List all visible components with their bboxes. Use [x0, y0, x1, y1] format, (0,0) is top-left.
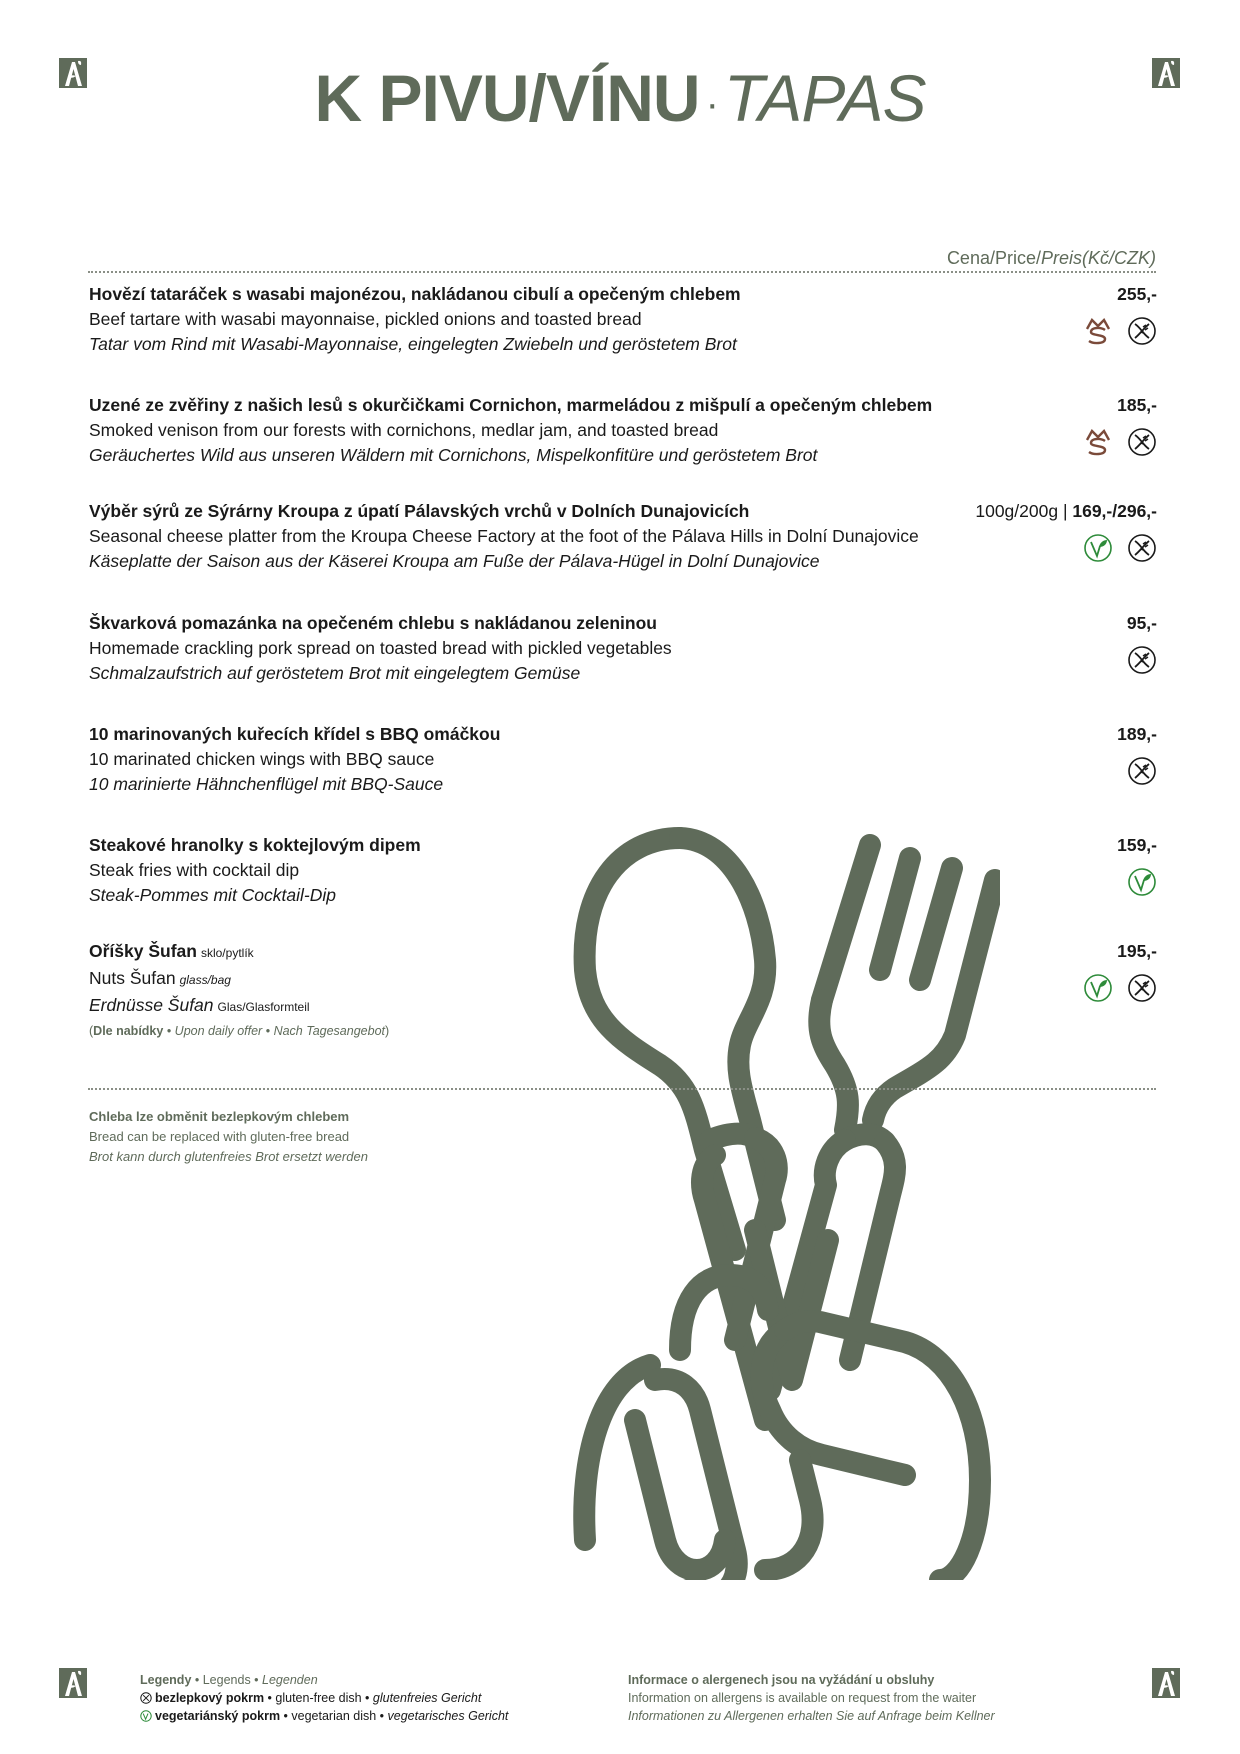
menu-item: [89, 282, 1157, 357]
note-open: (: [89, 1024, 94, 1038]
divider: [88, 271, 1156, 273]
item-price: 189,-: [1117, 724, 1157, 744]
item-name-de: Käseplatte der Saison aus der Käserei Kroupa am Fuße der Pálava-Hügel in Dolní Dunajovice: [89, 551, 820, 571]
item-name-en: Beef tartare with wasabi mayonnaise, pickled onions and toasted bread: [89, 309, 642, 329]
menu-item: [89, 393, 1157, 468]
title-main: K PIVU/VÍNU: [314, 61, 700, 135]
note-close: ): [385, 1024, 390, 1038]
gluten-free-icon: [1127, 756, 1157, 786]
item-name-de: Tatar vom Rind mit Wasabi-Mayonnaise, eingelegten Zwiebeln und geröstetem Brot: [89, 334, 737, 354]
item-name-cz: Výběr sýrů ze Sýrárny Kroupa z úpatí Pálavských vrchů v Dolních Dunajovicích: [89, 501, 750, 521]
legend-veg-cz: vegetariánský pokrm: [155, 1709, 281, 1723]
allergen-info-cz: Informace o alergenech jsou na vyžádání u obsluhy: [628, 1673, 935, 1687]
gluten-free-icon: [1127, 645, 1157, 675]
item-name-de-text: Erdnüsse Šufan: [89, 995, 214, 1015]
sep: •: [361, 1691, 373, 1705]
vegetarian-icon: [1083, 973, 1113, 1003]
price-column-header: [947, 248, 1156, 269]
sep: •: [191, 1673, 203, 1687]
item-name-de: 10 marinierte Hähnchenflügel mit BBQ-Sauce: [89, 774, 444, 794]
menu-item: [89, 939, 1157, 1038]
allergen-info-de: Informationen zu Allergenen erhalten Sie auf Anfrage beim Kellner: [628, 1709, 995, 1723]
restaurant-logo-icon: [59, 1668, 87, 1698]
menu-item: [89, 499, 1157, 574]
item-name-cz: Hovězí tataráček s wasabi majonézou, nakládanou cibulí a opečeným chlebem: [89, 284, 741, 304]
item-name-en: Seasonal cheese platter from the Kroupa Cheese Factory at the foot of the Pálava Hills in Dolní Dunajovice: [89, 526, 919, 546]
item-name-cz-text: Oříšky Šufan: [89, 941, 197, 961]
vegetarian-icon: [140, 1710, 152, 1722]
item-name-de: Geräuchertes Wild aus unseren Wäldern mit Cornichons, Mispelkonfitüre und geröstetem Brot: [89, 445, 818, 465]
item-price: 255,-: [1117, 284, 1157, 304]
item-name-cz: Škvarková pomazánka na opečeném chlebu s nakládanou zeleninou: [89, 613, 657, 633]
cutlery-hand-illustration: [560, 820, 1000, 1580]
item-name-en: Homemade crackling pork spread on toasted bread with pickled vegetables: [89, 638, 672, 658]
legend-vegetarian: [140, 1707, 508, 1725]
legend-gluten-en: gluten-free dish: [275, 1691, 362, 1705]
item-price: 95,-: [1126, 613, 1157, 633]
item-price-value: 169,-/296,-: [1072, 501, 1157, 521]
note-sep: •: [163, 1024, 175, 1038]
menu-item: [89, 833, 1157, 908]
gluten-free-icon: [1127, 533, 1157, 563]
item-name-en: 10 marinated chicken wings with BBQ sauce: [89, 749, 435, 769]
regional-brand-icon: [1083, 316, 1113, 346]
bread-note-en: Bread can be replaced with gluten-free bread: [89, 1129, 350, 1144]
item-package-cz: sklo/pytlík: [200, 946, 254, 960]
legend-gluten-cz: bezlepkový pokrm: [155, 1691, 265, 1705]
legend-title-cz: Legendy: [140, 1673, 192, 1687]
menu-item: [89, 611, 1157, 686]
menu-item: [89, 722, 1157, 797]
sep: •: [264, 1691, 276, 1705]
item-name-en: [89, 966, 1157, 993]
item-weight: 100g/200g |: [975, 501, 1073, 521]
item-name-cz: [89, 939, 1157, 966]
bread-note: [89, 1107, 368, 1167]
bread-note-de: Brot kann durch glutenfreies Brot ersetzt werden: [89, 1149, 368, 1164]
divider: [88, 1088, 1156, 1090]
legend: [140, 1671, 508, 1725]
gluten-free-icon: [1127, 427, 1157, 457]
gluten-free-icon: [1127, 973, 1157, 1003]
restaurant-logo-icon: [1152, 1668, 1180, 1698]
gluten-free-icon: [1127, 316, 1157, 346]
item-name-en: Smoked venison from our forests with cornichons, medlar jam, and toasted bread: [89, 420, 719, 440]
note-en: Upon daily offer: [174, 1024, 263, 1038]
item-name-cz: 10 marinovaných kuřecích křídel s BBQ omáčkou: [89, 724, 501, 744]
bread-note-cz: Chleba lze obměnit bezlepkovým chlebem: [89, 1109, 350, 1124]
vegetarian-icon: [1127, 867, 1157, 897]
price-header-cz-en: Cena/Price/: [946, 248, 1041, 268]
legend-veg-de: vegetarisches Gericht: [387, 1709, 509, 1723]
regional-brand-icon: [1083, 427, 1113, 457]
legend-title: [140, 1671, 508, 1689]
sep: •: [250, 1673, 263, 1687]
price-header-de: Preis(Kč/CZK): [1040, 248, 1156, 268]
item-price: 159,-: [1117, 835, 1157, 855]
item-name-en: Steak fries with cocktail dip: [89, 860, 300, 880]
item-price: 195,-: [1117, 941, 1157, 961]
title-separator: ·: [705, 81, 718, 126]
title-sub: TAPAS: [723, 61, 926, 135]
item-name-cz: Steakové hranolky s koktejlovým dipem: [89, 835, 421, 855]
legend-veg-en: vegetarian dish: [291, 1709, 377, 1723]
note-de: Nach Tagesangebot: [273, 1024, 385, 1038]
legend-title-de: Legenden: [262, 1673, 318, 1687]
note-sep: •: [262, 1024, 274, 1038]
item-price: [975, 499, 1157, 524]
item-name-en-text: Nuts Šufan: [89, 968, 176, 988]
note-cz: Dle nabídky: [93, 1024, 164, 1038]
item-name-de: Schmalzaufstrich auf geröstetem Brot mit eingelegtem Gemüse: [89, 663, 581, 683]
item-price: 185,-: [1117, 395, 1157, 415]
item-name-cz: Uzené ze zvěřiny z našich lesů s okurčičkami Cornichon, marmeládou z mišpulí a opečeným chlebem: [89, 395, 933, 415]
legend-gluten-de: glutenfreies Gericht: [372, 1691, 482, 1705]
legend-title-en: Legends: [202, 1673, 251, 1687]
sep: •: [376, 1709, 388, 1723]
legend-gluten-free: [140, 1689, 508, 1707]
item-name-de: Steak-Pommes mit Cocktail-Dip: [89, 885, 336, 905]
page-title: [0, 58, 1240, 144]
sep: •: [280, 1709, 292, 1723]
item-name-de: [89, 993, 1157, 1020]
allergen-info: [628, 1671, 995, 1725]
vegetarian-icon: [1083, 533, 1113, 563]
item-note: [89, 1024, 1157, 1038]
gluten-free-icon: [140, 1692, 152, 1704]
item-package-en: glass/bag: [179, 973, 231, 987]
allergen-info-en: Information on allergens is available on request from the waiter: [628, 1691, 977, 1705]
item-package-de: Glas/Glasformteil: [217, 1000, 310, 1014]
